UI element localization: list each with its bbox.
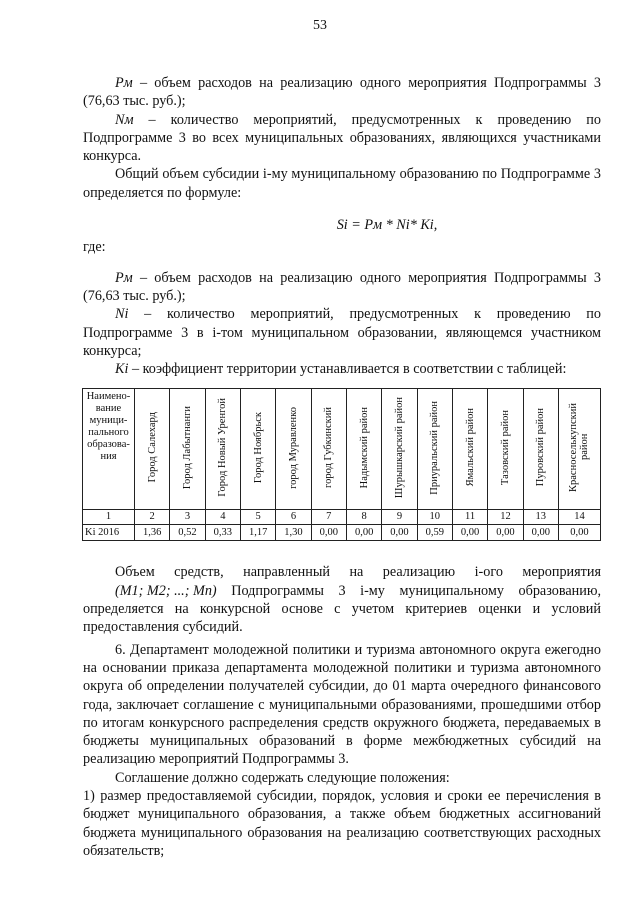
number-cell: 5 bbox=[240, 510, 275, 525]
number-cell: 4 bbox=[205, 510, 240, 525]
number-cell: 2 bbox=[135, 510, 170, 525]
definition-pm bbox=[83, 74, 601, 111]
value-cell: 0,00 bbox=[523, 525, 558, 541]
number-cell: 12 bbox=[488, 510, 523, 525]
number-cell: 6 bbox=[276, 510, 311, 525]
value-cell: 0,00 bbox=[558, 525, 600, 541]
number-cell: 14 bbox=[558, 510, 600, 525]
table-header-row bbox=[83, 389, 601, 510]
paragraph-total-subsidy: Общий объем субсидии i-му муниципальному образованию по Подпрограмме 3 определяется по формуле: bbox=[83, 166, 601, 201]
value-cell: 0,00 bbox=[311, 525, 346, 541]
header-cell: Город Ноябрьск bbox=[240, 389, 275, 510]
value-cell: 1,17 bbox=[240, 525, 275, 541]
header-cell: Приуральский район bbox=[417, 389, 452, 510]
header-cell: Город Новый Уренгой bbox=[205, 389, 240, 510]
number-cell: 1 bbox=[83, 510, 135, 525]
paragraph-item-1: 1) размер предоставляемой субсидии, порядок, условия и сроки ее перечисления в бюджет муниципального образования, а также объем бюджетных ассигнований бюджета муниципального образования на реализацию соответствующих расходных обязательств; bbox=[83, 788, 601, 859]
definition-ni bbox=[83, 305, 601, 360]
definition-nm bbox=[83, 111, 601, 166]
definition-pm-2 bbox=[83, 269, 601, 306]
definition-ki bbox=[83, 360, 601, 378]
header-cell: Шурышкарский район bbox=[382, 389, 417, 510]
header-cell: город Губкинский bbox=[311, 389, 346, 510]
table-value-row bbox=[83, 525, 601, 541]
header-cell: город Муравленко bbox=[276, 389, 311, 510]
measures-list: (M1; M2; ...; Mn) bbox=[115, 582, 217, 599]
header-cell: Пуровский район bbox=[523, 389, 558, 510]
header-cell: Город Салехард bbox=[135, 389, 170, 510]
header-cell: Тазовский район bbox=[488, 389, 523, 510]
row-label-ki: Ki 2016 bbox=[83, 525, 135, 541]
number-cell: 7 bbox=[311, 510, 346, 525]
value-cell: 0,33 bbox=[205, 525, 240, 541]
table-number-row bbox=[83, 510, 601, 525]
paragraph-funds-volume bbox=[83, 563, 601, 636]
value-cell: 0,52 bbox=[170, 525, 205, 541]
definition-ki-text: – коэффициент территории устанавливается в соответствии с таблицей: bbox=[128, 361, 567, 378]
value-cell: 0,00 bbox=[382, 525, 417, 541]
header-cell: Город Лабытнанги bbox=[170, 389, 205, 510]
document-body bbox=[83, 74, 601, 860]
page-number: 53 bbox=[313, 18, 327, 33]
symbol-nm: Nм bbox=[115, 111, 134, 128]
header-municipality: Наимено-вание муници-пального образова-ния bbox=[83, 389, 135, 510]
value-cell: 0,00 bbox=[488, 525, 523, 541]
symbol-pm-2: Pм bbox=[115, 269, 133, 286]
value-cell: 0,00 bbox=[346, 525, 381, 541]
value-cell: 1,36 bbox=[135, 525, 170, 541]
coefficient-table bbox=[82, 388, 601, 541]
number-cell: 11 bbox=[452, 510, 487, 525]
definition-pm-text: – объем расходов на реализацию одного мероприятия Подпрограммы 3 (76,63 тыс. руб.); bbox=[83, 75, 601, 110]
number-cell: 9 bbox=[382, 510, 417, 525]
definition-pm-2-text: – объем расходов на реализацию одного мероприятия Подпрограммы 3 (76,63 тыс. руб.); bbox=[83, 269, 601, 304]
funds-volume-rest: Подпрограммы 3 i-му муниципальному образованию, определяется на конкурсной основе с учетом критериев оценки и условий предоставления субсидий. bbox=[83, 582, 601, 636]
paragraph-agreement-provisions: Соглашение должно содержать следующие положения: bbox=[115, 769, 450, 786]
number-cell: 3 bbox=[170, 510, 205, 525]
funds-volume-start: Объем средств, направленный на реализацию i-ого мероприятия bbox=[115, 564, 601, 581]
value-cell: 1,30 bbox=[276, 525, 311, 541]
definition-ni-text: – количество мероприятий, предусмотренных к проведению по Подпрограмме 3 в i-том муниципальном образовании, являющемся участником конкурса; bbox=[83, 306, 601, 359]
header-cell: Ямальский район bbox=[452, 389, 487, 510]
formula: Si = Pм * Ni* Ki, bbox=[336, 217, 438, 234]
value-cell: 0,59 bbox=[417, 525, 452, 541]
definition-nm-text: – количество мероприятий, предусмотренных к проведению по Подпрограмме 3 во всех муниципальных образованиях, являющихся участниками конкурса. bbox=[83, 111, 601, 165]
number-cell: 8 bbox=[346, 510, 381, 525]
header-cell: Надымский район bbox=[346, 389, 381, 510]
symbol-ki: Ki bbox=[115, 361, 129, 378]
where-label: где: bbox=[83, 239, 106, 256]
value-cell: 0,00 bbox=[452, 525, 487, 541]
number-cell: 13 bbox=[523, 510, 558, 525]
number-cell: 10 bbox=[417, 510, 452, 525]
symbol-pm: Pм bbox=[115, 75, 133, 91]
header-cell: Красноселькупский район bbox=[558, 389, 600, 510]
symbol-ni: Ni bbox=[115, 306, 129, 323]
paragraph-6-agreement: 6. Департамент молодежной политики и туризма автономного округа ежегодно на основании приказа департамента молодежной политики и туризма автономного округа об определении получателей субсидии, до 01 марта очередного финансового года, заключает соглашение с муниципальными образованиями, прошедшими отбор по итогам конкурсного распределения средств окружного бюджета, передаваемых в бюджеты муниципальных образований в форме межбюджетных субсидий на реализацию мероприятий Подпрограммы 3. bbox=[83, 641, 601, 768]
